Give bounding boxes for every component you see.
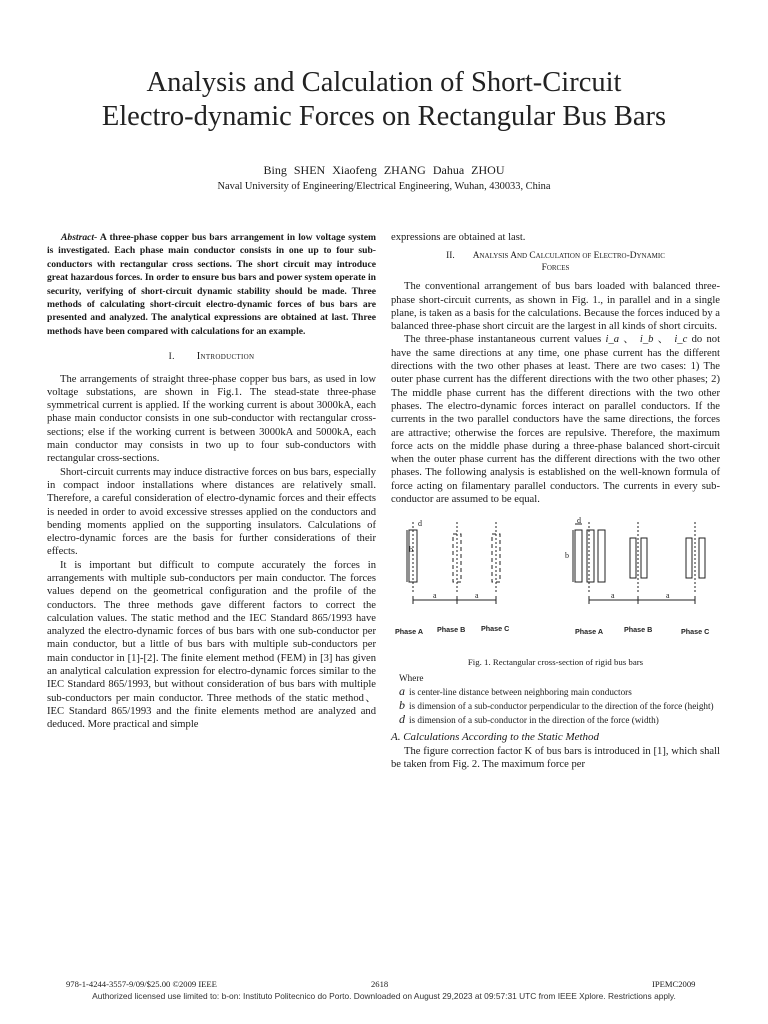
left-dim-a-2: a bbox=[475, 591, 479, 601]
intro-paragraph-1: The arrangements of straight three-phase copper bus bars, as used in low voltage substations, are shown in Fig.1. The stead-state three-phase symmetrical current is applied. If the working current is about 3000kA, each phase main conductor consists in one sub-conductor with rectangular cross-sections; else if the working current is between 3000kA and 5000kA, each main conductor may consists in two up to four sub-conductors with rectangular cross-sections. bbox=[47, 373, 376, 465]
left-label-phase-a: Phase A bbox=[395, 627, 424, 637]
current-ia: i_a bbox=[605, 334, 620, 346]
section-2-title-line-2: Forces bbox=[541, 263, 570, 274]
right-dim-a-2: a bbox=[666, 591, 670, 601]
figure-1 bbox=[391, 514, 720, 654]
def-d-text: is dimension of a sub-conductor in the direction of the force (width) bbox=[409, 714, 659, 725]
abstract-label: Abstract- bbox=[61, 232, 98, 243]
section-2-title-line-1: Analysis And Calculation of Electro-Dynamic bbox=[472, 251, 665, 262]
section-2-paragraph-2: The three-phase instantaneous current values i_a 、 i_b 、 i_c do not have the same directions at any time, one phase current has the different directions with the two other phases at least. There are two cases: 1) The outer phase current has the different directions with the two other phases; 2) The middle phase current has the different directions with the two other phases. The electro-dynamic forces interact on parallel conductors. If the currents in the two parallel conductors have the same directions, the forces are attractive; otherwise the forces are repulsive. Therefore, the maximum force acts on the middle phase during a three-phase balanced short-circuit when the outer phase current has the different directions with the two other phases. The following analysis is established on the well-known formula of force acting on filamentary parallel conductors. The currents in every sub-conductor are assumed to be equal. bbox=[391, 334, 721, 506]
def-d bbox=[391, 713, 720, 727]
affiliation: Naval University of Engineering/Electrical Engineering, Wuhan, 430033, China bbox=[217, 181, 551, 192]
right-dim-b: b bbox=[565, 551, 569, 561]
footer-page-number: 2618 bbox=[371, 979, 389, 989]
section-2-heading bbox=[391, 250, 720, 274]
subsection-a-paragraph-1: The figure correction factor K of bus bars is introduced in [1], which shall be taken from Fig. 2. The maximum force per bbox=[391, 745, 720, 771]
intro-paragraph-3: It is important but difficult to compute accurately the forces in arrangements with multiple sub-conductors per main conductor. The forces values depend on the geometrical configuration and the profile of the conductors. The three methods gave different factors to correct the calculation values. The static method and the IEC Standard 865/1993 have analyzed the electro-dynamic forces of bus bars with one sub-conductor per main conductor, but a little of bus bars with multiple sub-conductors per main conductor in [1]-[2]. The finite element method (FEM) in [3] has given an analytical calculation expression for electro-dynamic forces similar to the IEC Standard 865/1993, but without consideration of bus bars with multiple sub-conductors per main conductor. Three methods of the static method、IEC Standard 865/1993 and the finite elements method are analyzed and deduced. More practical and simple bbox=[47, 559, 376, 731]
variable-definitions bbox=[391, 672, 720, 727]
right-column bbox=[391, 231, 720, 772]
def-a bbox=[391, 685, 720, 699]
right-label-phase-c: Phase C bbox=[681, 627, 710, 637]
bus-bar-diagram bbox=[391, 514, 720, 654]
footer-isbn: 978-1-4244-3557-9/09/$25.00 ©2009 IEEE bbox=[66, 979, 217, 989]
right-dim-d: d bbox=[577, 516, 581, 526]
sym-b: b bbox=[399, 697, 405, 712]
right-phase-a-bar-1 bbox=[575, 530, 582, 582]
section-1-title: Introduction bbox=[196, 351, 255, 363]
right-label-phase-b: Phase B bbox=[624, 625, 653, 635]
paper-title bbox=[30, 66, 738, 134]
right-phase-c-bar-1 bbox=[686, 538, 692, 578]
right-phase-b-bar-2 bbox=[641, 538, 647, 578]
current-ib: i_b bbox=[639, 334, 654, 346]
section-1-number: I. bbox=[168, 352, 175, 363]
section-2-paragraph-1: The conventional arrangement of bus bars loaded with balanced three-phase short-circuit currents, as shown in Fig. 1., in parallel and in a single plane, is taken as a basis for the calculations. Because the forces induced by a balanced three-phase short circuit are the largest in all kinds of short circuits. bbox=[391, 281, 720, 333]
section-2-paragraph-2-pre: The three-phase instantaneous current values bbox=[404, 334, 606, 346]
left-label-phase-c: Phase C bbox=[481, 624, 510, 634]
right-phase-b-bar-1 bbox=[630, 538, 636, 578]
title-line-1: Analysis and Calculation of Short-Circuit bbox=[146, 67, 622, 98]
left-dim-d: d bbox=[418, 519, 422, 529]
abstract bbox=[47, 231, 376, 338]
section-2-paragraph-2-post: do not have the same directions at any time, one phase current has the different directions with the two other phases at least. There are two cases: 1) The outer phase current has the different directions with the two other phases; 2) The middle phase current has the different directions with the two other phases. The electro-dynamic forces interact on parallel conductors. If the currents in the two parallel conductors have the same directions, the forces are attractive; otherwise the forces are repulsive. Therefore, the maximum force acts on the middle phase during a three-phase balanced short-circuit when the outer phase current has the different directions with the two other phases. The following analysis is established on the well-known formula of force acting on filamentary parallel conductors. The currents in every sub-conductor are assumed to be equal. bbox=[391, 334, 721, 506]
subsection-a-heading: A. Calculations According to the Static Method bbox=[391, 730, 600, 743]
right-label-phase-a: Phase A bbox=[575, 627, 604, 637]
footer-conference: IPEMC2009 bbox=[652, 979, 696, 989]
left-label-phase-b: Phase B bbox=[437, 625, 466, 635]
right-phase-a-bar-2 bbox=[587, 530, 594, 582]
right-dim-a-1: a bbox=[611, 591, 615, 601]
left-dim-a-1: a bbox=[433, 591, 437, 601]
continued-text: expressions are obtained at last. bbox=[391, 232, 526, 243]
def-b bbox=[391, 699, 720, 713]
authors: Bing SHEN Xiaofeng ZHANG Dahua ZHOU bbox=[263, 163, 505, 177]
section-2-number: II. bbox=[446, 251, 455, 262]
sym-d: d bbox=[399, 711, 405, 726]
left-dim-b: b bbox=[409, 545, 413, 555]
abstract-text: A three-phase copper bus bars arrangement in low voltage system is investigated. Each phase main conductor consists in one up to four sub-conductors with rectangular cross sections. The short circuit may introduce great hazardous forces. In order to ensure bus bars and power system operate in security, verifying of short-circuit dynamic stability should be made. Three methods of calculating short-circuit electro-dynamic forces of bus bars are presented and analyzed. The analytical expressions are obtained at last. Three methods have been compared with calculations for an example. bbox=[47, 232, 376, 337]
section-1-heading bbox=[47, 350, 376, 364]
sym-a: a bbox=[399, 683, 405, 698]
figure-1-caption: Fig. 1. Rectangular cross-section of rigid bus bars bbox=[467, 657, 644, 668]
right-phase-c-bar-2 bbox=[699, 538, 705, 578]
left-column bbox=[47, 231, 376, 732]
right-phase-a-bar-3 bbox=[598, 530, 605, 582]
current-ic: i_c bbox=[674, 334, 688, 346]
intro-paragraph-2: Short-circuit currents may induce distractive forces on bus bars, especially in compact indoor installations where distances are relatively small. Therefore, a careful consideration of electro-dynamic forces and their effects is needed in order to avoid excessive stresses applied on the conductors and bending moments applied on the supporting insulators. Calculations of electro-dynamic forces are the basis for further considerations of their effects. bbox=[47, 466, 376, 558]
where-label: Where bbox=[399, 672, 424, 683]
license-notice: Authorized licensed use limited to: b-on: Instituto Politecnico do Porto. Downloaded on August 29,2023 at 09:57:31 UTC from IEEE Xplore. Restrictions apply. bbox=[92, 991, 676, 1001]
def-b-text: is dimension of a sub-conductor perpendicular to the direction of the force (height) bbox=[409, 700, 714, 711]
def-a-text: is center-line distance between neighboring main conductors bbox=[409, 686, 632, 697]
title-line-2: Electro-dynamic Forces on Rectangular Bus Bars bbox=[101, 101, 667, 132]
